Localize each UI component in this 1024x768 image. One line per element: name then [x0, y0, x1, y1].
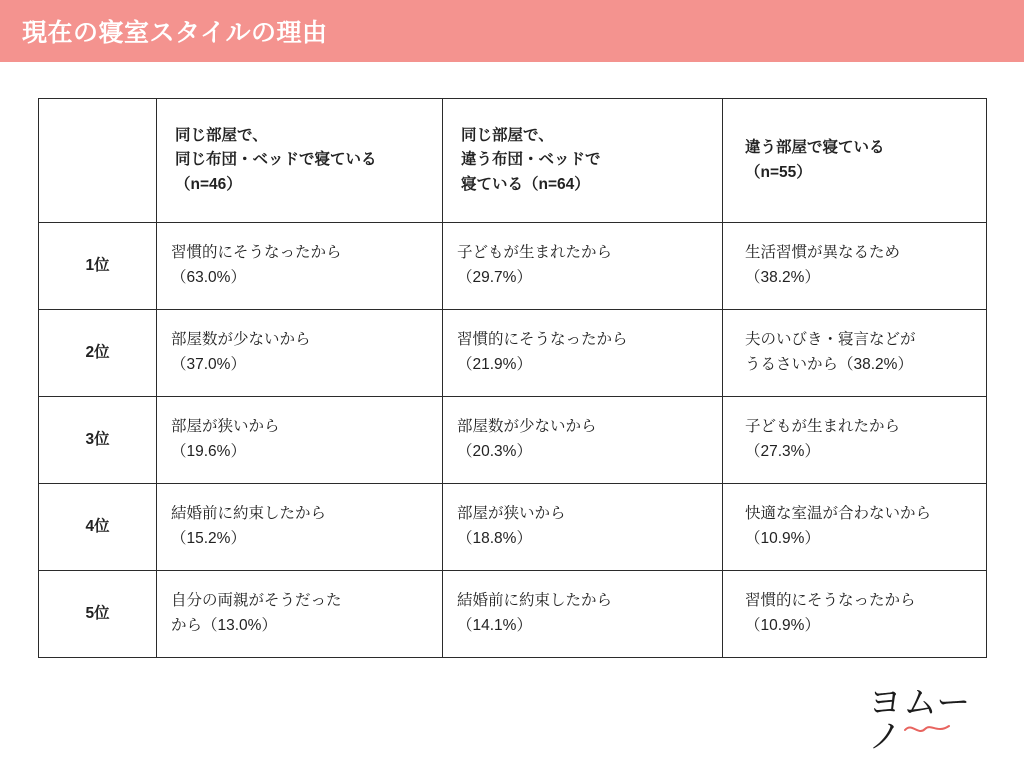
rank-label: 4位	[39, 484, 157, 571]
cell-same-room-diff-bed	[443, 310, 723, 397]
cell-line: （21.9%）	[457, 356, 532, 373]
cell-line: （14.1%）	[457, 617, 532, 634]
rank-label: 2位	[39, 310, 157, 397]
cell-same-room-same-bed	[157, 223, 443, 310]
cell-line: 習慣的にそうなったから	[745, 592, 916, 610]
cell-same-room-diff-bed	[443, 484, 723, 571]
cell-diff-room	[723, 571, 987, 658]
logo-swoosh-icon	[904, 722, 950, 736]
header-cell-diff-room	[723, 99, 987, 223]
cell-line: 部屋数が少ないから	[457, 418, 597, 436]
cell-line: （27.3%）	[745, 443, 820, 460]
cell-line: （10.9%）	[745, 530, 820, 547]
cell-diff-room	[723, 310, 987, 397]
cell-same-room-same-bed	[157, 397, 443, 484]
header-line: 違う部屋で寝ている	[745, 139, 885, 157]
page-title: 現在の寝室スタイルの理由	[22, 19, 328, 47]
cell-line: 習慣的にそうなったから	[457, 331, 628, 349]
ranking-table-container	[38, 98, 986, 658]
header-line: （n=55）	[745, 163, 812, 181]
cell-line: 子どもが生まれたから	[745, 418, 901, 436]
cell-same-room-same-bed	[157, 571, 443, 658]
cell-line: 結婚前に約束したから	[171, 505, 327, 523]
rank-label: 5位	[39, 571, 157, 658]
cell-diff-room	[723, 397, 987, 484]
cell-line: （38.2%）	[745, 269, 820, 286]
header-line: 違う布団・ベッドで	[461, 151, 601, 169]
cell-same-room-diff-bed	[443, 397, 723, 484]
cell-same-room-same-bed	[157, 484, 443, 571]
cell-line: 結婚前に約束したから	[457, 592, 613, 610]
cell-line: 部屋が狭いから	[457, 505, 566, 523]
ranking-table	[38, 98, 987, 658]
cell-line: 自分の両親がそうだった	[171, 592, 342, 610]
cell-line: （63.0%）	[171, 269, 246, 286]
cell-line: （18.8%）	[457, 530, 532, 547]
cell-line: 部屋が狭いから	[171, 418, 280, 436]
cell-line: （20.3%）	[457, 443, 532, 460]
cell-line: うるさいから（38.2%）	[745, 356, 913, 373]
table-row	[39, 571, 987, 658]
cell-same-room-diff-bed	[443, 571, 723, 658]
rank-label: 1位	[39, 223, 157, 310]
header-cell-same-room-diff-bed	[443, 99, 723, 223]
cell-line: （10.9%）	[745, 617, 820, 634]
header-line: （n=46）	[175, 175, 242, 193]
rank-label: 3位	[39, 397, 157, 484]
cell-line: 部屋数が少ないから	[171, 331, 311, 349]
header-line: 同じ部屋で、	[175, 127, 268, 145]
cell-line: から（13.0%）	[171, 617, 277, 634]
table-row	[39, 223, 987, 310]
cell-line: 習慣的にそうなったから	[171, 244, 342, 262]
brand-logo-text: ヨムーノ	[868, 683, 972, 757]
cell-line: （29.7%）	[457, 269, 532, 286]
cell-line: 生活習慣が異なるため	[745, 244, 901, 262]
table-body	[39, 223, 987, 658]
table-row	[39, 484, 987, 571]
header-line: 同じ布団・ベッドで寝ている	[175, 151, 377, 169]
header-cell-blank	[39, 99, 157, 223]
header-cell-same-room-same-bed	[157, 99, 443, 223]
cell-same-room-same-bed	[157, 310, 443, 397]
cell-line: （37.0%）	[171, 356, 246, 373]
brand-logo	[868, 683, 988, 757]
table-header	[39, 99, 987, 223]
cell-same-room-diff-bed	[443, 223, 723, 310]
cell-diff-room	[723, 484, 987, 571]
cell-diff-room	[723, 223, 987, 310]
cell-line: 子どもが生まれたから	[457, 244, 613, 262]
header-line: 寝ている（n=64）	[461, 175, 590, 193]
cell-line: 快適な室温が合わないから	[745, 505, 932, 523]
table-row	[39, 397, 987, 484]
title-bar	[0, 0, 1024, 62]
header-line: 同じ部屋で、	[461, 127, 554, 145]
table-row	[39, 310, 987, 397]
table-header-row	[39, 99, 987, 223]
cell-line: （15.2%）	[171, 530, 246, 547]
cell-line: （19.6%）	[171, 443, 246, 460]
cell-line: 夫のいびき・寝言などが	[745, 331, 916, 349]
